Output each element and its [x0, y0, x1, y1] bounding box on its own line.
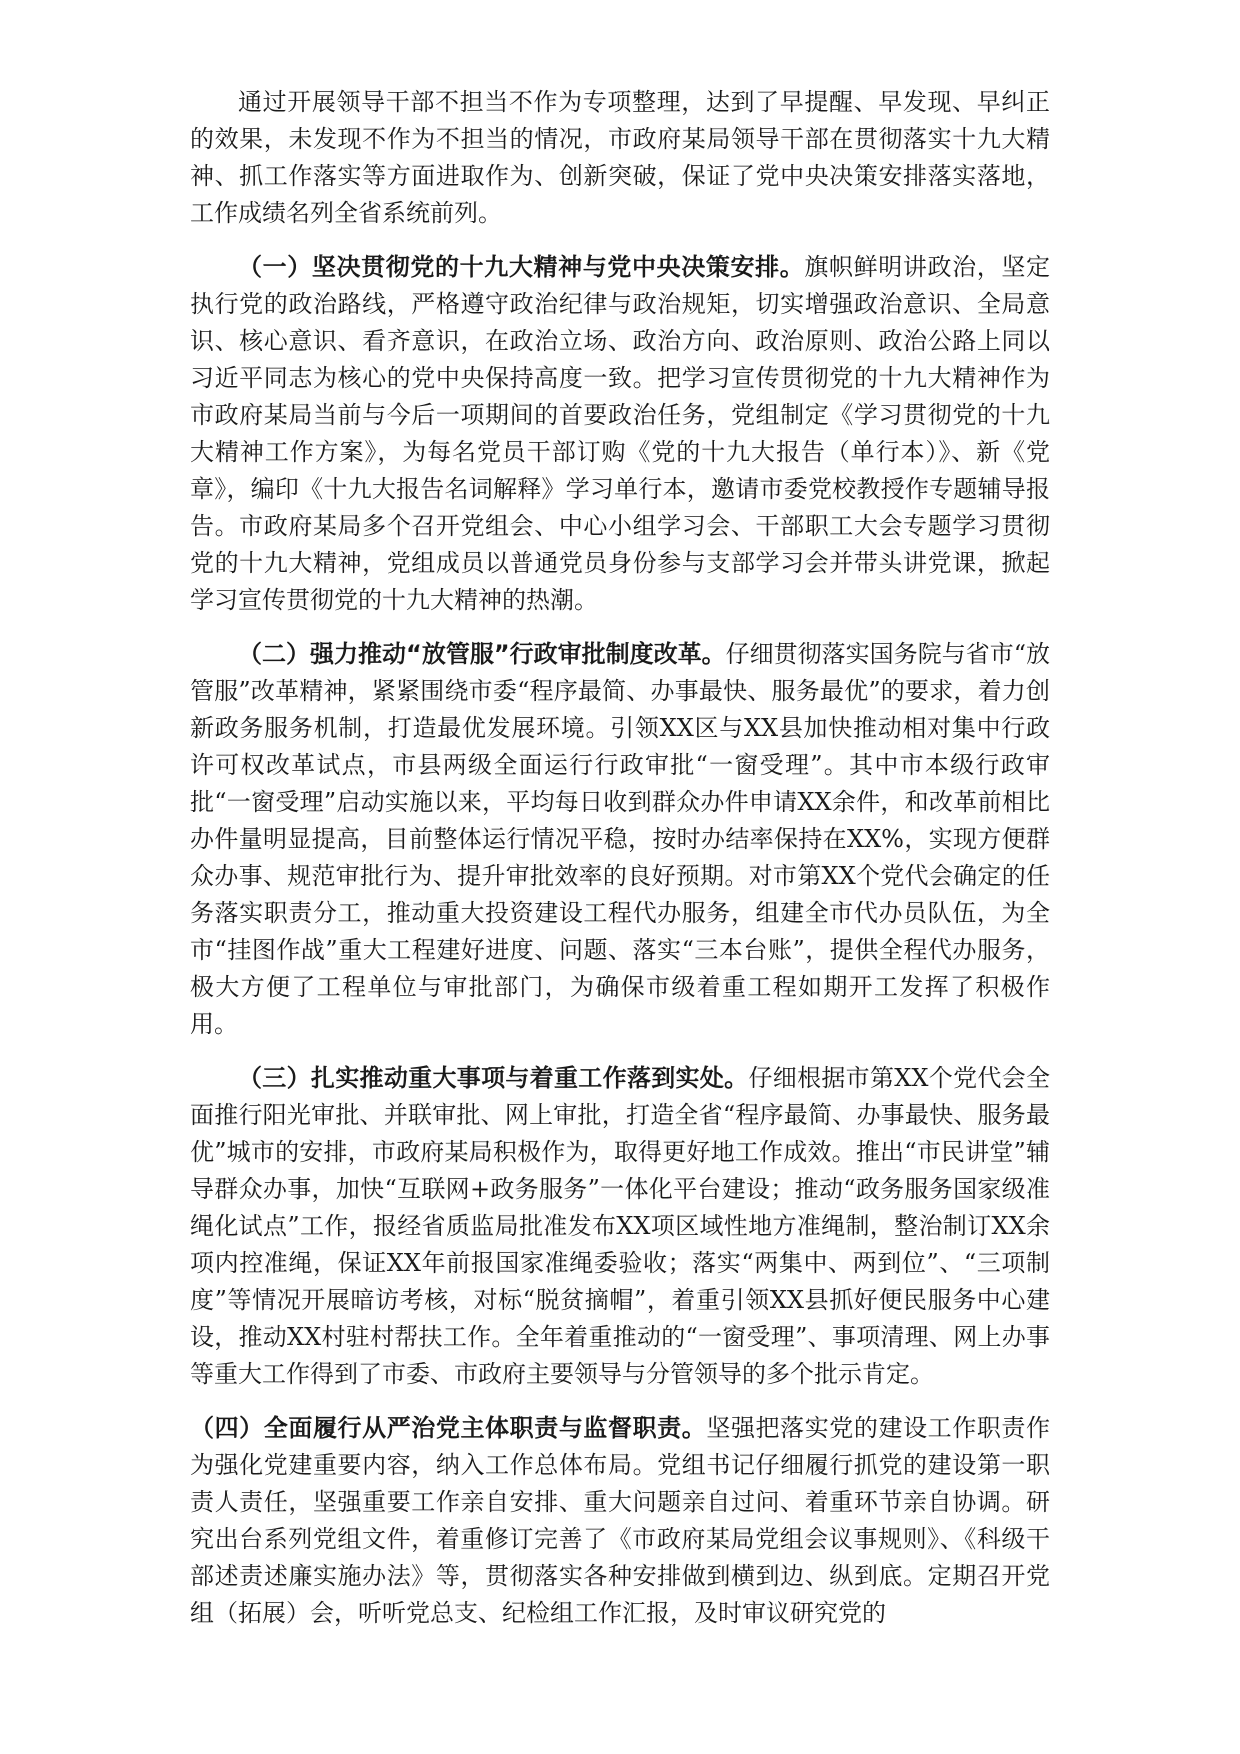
section-1-body: 旗帜鲜明讲政治，坚定执行党的政治路线，严格遵守政治纪律与政治规矩，切实增强政治意识、全局意识、核心意识、看齐意识，在政治立场、政治方向、政治原则、政治公路上同以习近平同志为核心的党中央保持高度一致。把学习宣传贯彻党的十九大精神作为市政府某局当前与今后一项期间的首要政治任务，党组制定《学习贯彻党的十九大精神工作方案》，为每名党员干部订购《党的十九大报告（单行本）》、新《党章》，编印《十九大报告名词解释》学习单行本，邀请市委党校教授作专题辅导报告。市政府某局多个召开党组会、中心小组学习会、干部职工大会专题学习贯彻党的十九大精神，党组成员以普通党员身份参与支部学习会并带头讲党课，掀起学习宣传贯彻党的十九大精神的热潮。 — [190, 253, 1050, 614]
section-3-body: 仔细根据市第XX个党代会全面推行阳光审批、并联审批、网上审批，打造全省“程序最简、办事最快、服务最优”城市的安排，市政府某局积极作为，取得更好地工作成效。推出“市民讲堂”辅导群众办事，加快“互联网+政务服务”一体化平台建设；推动“政务服务国家级准绳化试点”工作，报经省质监局批准发布XX项区域性地方准绳制，整治制订XX余项内控准绳，保证XX年前报国家准绳委验收；落实“两集中、两到位”、“三项制度”等情况开展暗访考核，对标“脱贫摘帽”，着重引领XX县抓好便民服务中心建设，推动XX村驻村帮扶工作。全年着重推动的“一窗受理”、事项清理、网上办事等重大工作得到了市委、市政府主要领导与分管领导的多个批示肯定。 — [190, 1064, 1051, 1388]
section-4-heading: （四）全面履行从严治党主体职责与监督职责。 — [190, 1414, 707, 1442]
intro-body: 通过开展领导干部不担当不作为专项整理，达到了早提醒、早发现、早纠正的效果，未发现不作为不担当的情况，市政府某局领导干部在贯彻落实十九大精神、抓工作落实等方面进取作为、创新突破，保证了党中央决策安排落实落地，工作成绩名列全省系统前列。 — [190, 88, 1050, 227]
section-1-paragraph — [190, 249, 1050, 619]
intro-paragraph — [190, 84, 1050, 232]
section-4-paragraph — [190, 1410, 1050, 1632]
section-2-body: 仔细贯彻落实国务院与省市“放管服”改革精神，紧紧围绕市委“程序最简、办事最快、服务最优”的要求，着力创新政务服务机制，打造最优发展环境。引领XX区与XX县加快推动相对集中行政许可权改革试点，市县两级全面运行行政审批“一窗受理”。其中市本级行政审批“一窗受理”启动实施以来，平均每日收到群众办件申请XX余件，和改革前相比办件量明显提高，目前整体运行情况平稳，按时办结率保持在XX%，实现方便群众办事、规范审批行为、提升审批效率的良好预期。对市第XX个党代会确定的任务落实职责分工，推动重大投资建设工程代办服务，组建全市代办员队伍，为全市“挂图作战”重大工程建好进度、问题、落实“三本台账”，提供全程代办服务，极大方便了工程单位与审批部门，为确保市级着重工程如期开工发挥了积极作用。 — [190, 640, 1050, 1038]
document-page — [190, 84, 1050, 1649]
section-2-paragraph — [190, 636, 1050, 1043]
section-4-body: 坚强把落实党的建设工作职责作为强化党建重要内容，纳入工作总体布局。党组书记仔细履行抓党的建设第一职责人责任，坚强重要工作亲自安排、重大问题亲自过问、着重环节亲自协调。研究出台系列党组文件，着重修订完善了《市政府某局党组会议事规则》、《科级干部述责述廉实施办法》等，贯彻落实各种安排做到横到边、纵到底。定期召开党组（拓展）会，听听党总支、纪检组工作汇报，及时审议研究党的 — [190, 1414, 1051, 1627]
section-3-heading: （三）扎实推动重大事项与着重工作落到实处。 — [238, 1064, 749, 1092]
section-3-paragraph — [190, 1060, 1050, 1393]
section-2-heading: （二）强力推动“放管服”行政审批制度改革。 — [238, 640, 726, 668]
section-1-heading: （一）坚决贯彻党的十九大精神与党中央决策安排。 — [238, 253, 805, 281]
